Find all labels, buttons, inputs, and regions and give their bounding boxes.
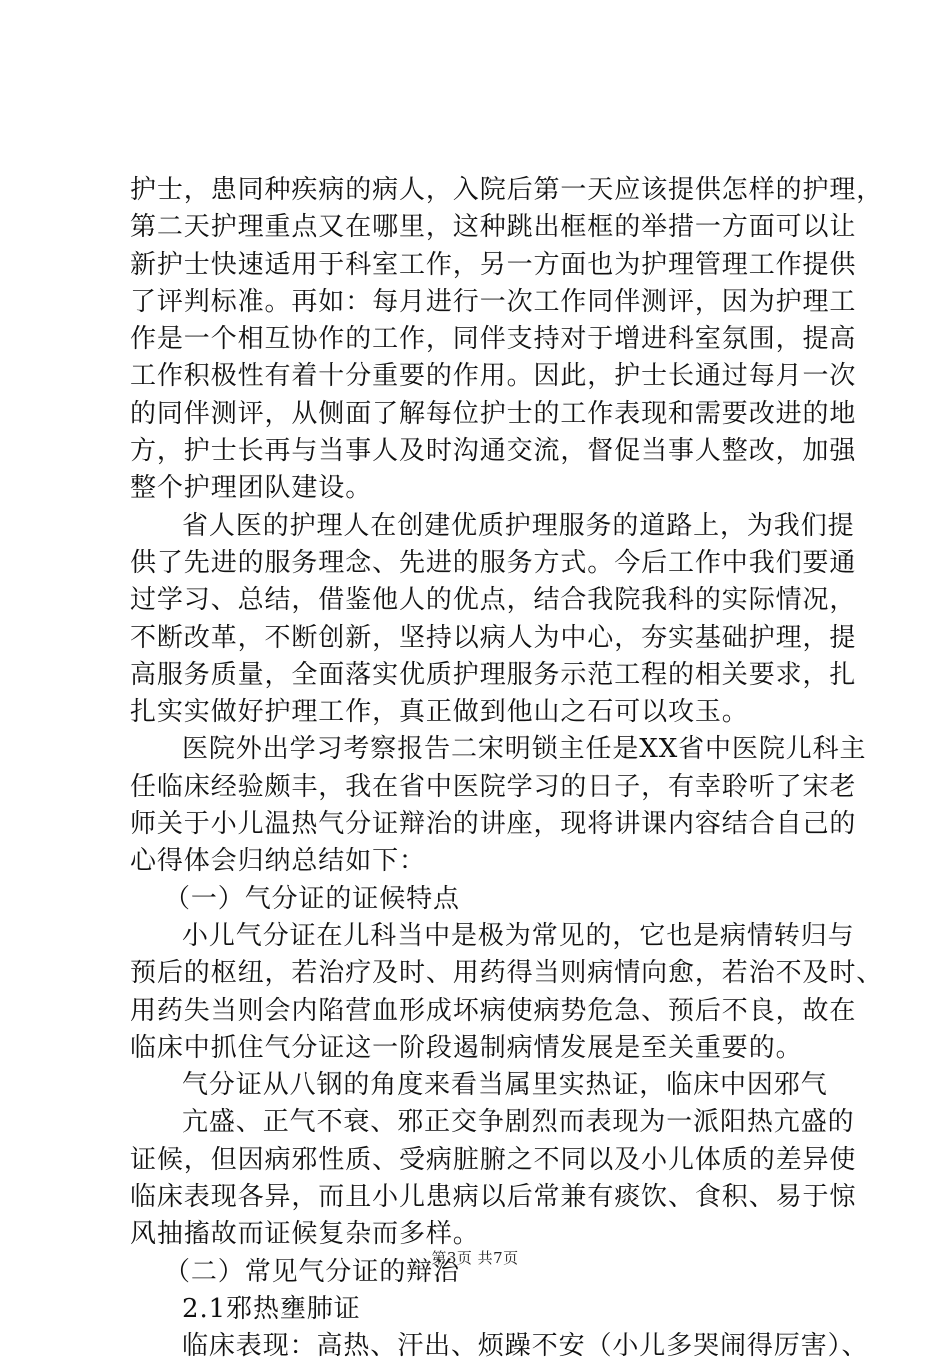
page-number-label: 第3页 共7页 [431, 1249, 519, 1267]
paragraph-start-line: 气分证从八钢的角度来看当属里实热证，临床中因邪气 [182, 1070, 828, 1101]
paragraph-start-line: 小儿气分证在儿科当中是极为常见的，它也是病情转归与 [182, 920, 855, 951]
text-line: 供了先进的服务理念、先进的服务方式。今后工作中我们要通 [130, 547, 857, 578]
page-footer [0, 1247, 950, 1268]
text-line: 过学习、总结，借鉴他人的优点，结合我院我科的实际情况， [130, 585, 857, 616]
section-heading: （二）常见气分证的辩治 [164, 1256, 460, 1287]
text-line: 的同伴测评，从侧面了解每位护士的工作表现和需要改进的地 [130, 398, 857, 429]
text-line: 扎实实做好护理工作，真正做到他山之石可以攻玉。 [130, 697, 749, 728]
paragraph-start-line: 省人医的护理人在创建优质护理服务的道路上，为我们提 [182, 510, 855, 541]
text-line: 临床中抓住气分证这一阶段遏制病情发展是至关重要的。 [130, 1032, 803, 1063]
text-line: 心得体会归纳总结如下： [130, 846, 426, 877]
text-line: 护士，患同种疾病的病人，入院后第一天应该提供怎样的护理， [130, 175, 884, 205]
text-line: 新护士快速适用于科室工作，另一方面也为护理管理工作提供 [130, 249, 857, 280]
text-line: 工作积极性有着十分重要的作用。因此，护士长通过每月一次 [130, 361, 857, 392]
text-line: 预后的枢纽，若治疗及时、用药得当则病情向愈，若治不及时、 [130, 958, 884, 989]
text-line: 方，护士长再与当事人及时沟通交流，督促当事人整改，加强 [130, 436, 857, 467]
text-line: 了评判标准。再如：每月进行一次工作同伴测评，因为护理工 [130, 286, 857, 317]
text-line: 证候，但因病邪性质、受病脏腑之不同以及小儿体质的差异使 [130, 1144, 857, 1175]
text-line: 第二天护理重点又在哪里，这种跳出框框的举措一方面可以让 [130, 212, 857, 243]
text-line: 不断改革，不断创新，坚持以病人为中心，夯实基础护理，提 [130, 622, 857, 653]
text-line: 任临床经验颇丰，我在省中医院学习的日子，有幸聆听了宋老 [130, 771, 857, 802]
section-heading: （一）气分证的证候特点 [164, 883, 460, 914]
paragraph-start-line: 临床表现：高热、汗出、烦躁不安（小儿多哭闹得厉害）、 [182, 1331, 869, 1362]
subsection-heading: 2.1邪热壅肺证 [182, 1293, 361, 1324]
body-text [130, 172, 884, 1366]
text-line: 高服务质量，全面落实优质护理服务示范工程的相关要求，扎 [130, 659, 857, 690]
text-line: 作是一个相互协作的工作，同伴支持对于增进科室氛围，提高 [130, 324, 857, 355]
text-line: 风抽搐故而证候复杂而多样。 [130, 1219, 480, 1250]
text-line: 师关于小儿温热气分证辩治的讲座，现将讲课内容结合自己的 [130, 809, 857, 840]
text-line: 临床表现各异，而且小儿患病以后常兼有痰饮、食积、易于惊 [130, 1182, 857, 1213]
text-line: 整个护理团队建设。 [130, 473, 373, 504]
text-line: 用药失当则会内陷营血形成坏病使病势危急、预后不良，故在 [130, 995, 857, 1026]
paragraph-start-line: 医院外出学习考察报告二宋明锁主任是XX省中医院儿科主 [182, 734, 867, 765]
text-line: 亢盛、正气不衰、邪正交争剧烈而表现为一派阳热亢盛的 [182, 1107, 855, 1138]
